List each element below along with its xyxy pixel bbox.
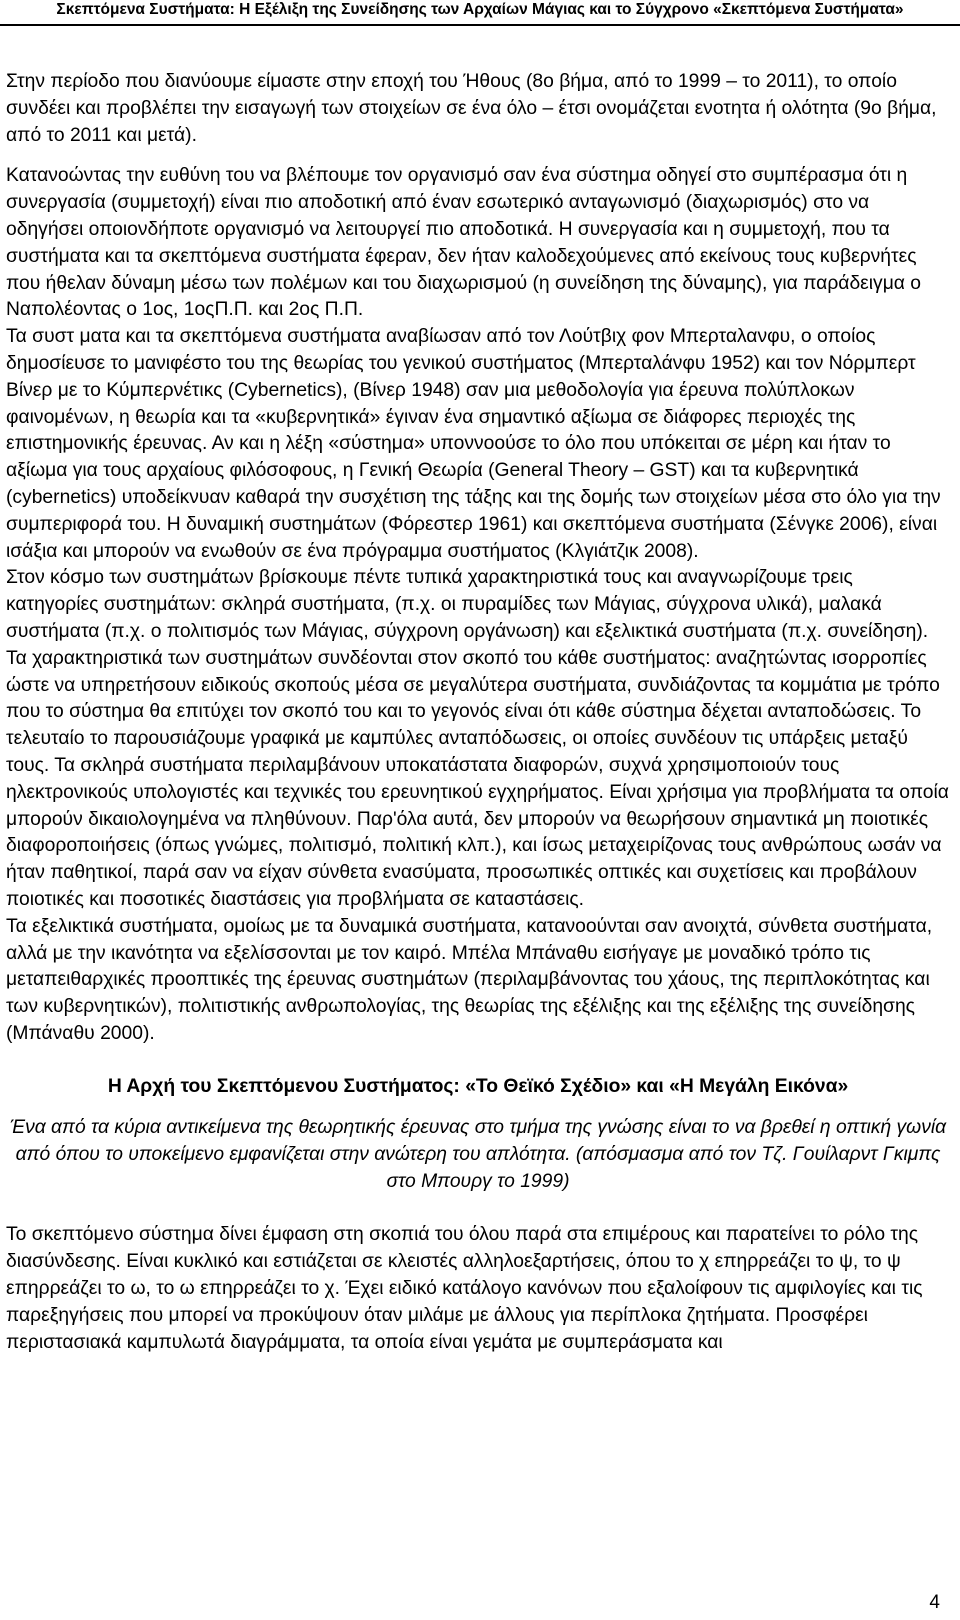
running-header: Σκεπτόμενα Συστήματα: Η Εξέλιξη της Συνείδησης των Αρχαίων Μάγιας και το Σύγχρονο «Σκεπτόμενα Συστήματα»: [56, 1, 904, 18]
paragraph-system-categories: Στον κόσμο των συστημάτων βρίσκουμε πέντε τυπικά χαρακτηριστικά τους και αναγνωρίζουμε τρεις κατηγορίες συστημάτων: σκληρά συστήματα, (π.χ. οι πυραμίδες των Μάγιας, σύγχρονα υλικά), μαλακά συστήματα (π.χ. ο πολιτισμός των Μάγιας, σύγχρονη οργάνωση) και εξελικτικά συστήματα (π.χ. συνείδηση).: [6, 567, 929, 642]
spacer: [6, 1101, 950, 1115]
paragraph-cooperation: Κατανοώντας την ευθύνη του να βλέπουμε τον οργανισμό σαν ένα σύστημα οδηγεί στο συμπέρασμα ότι η συνεργασία (συμμετοχή) είναι πιο αποδοτική από έναν εσωτερικό ανταγωνισμό (διαχωρισμός) στο να οδηγήσει οποιονδήποτε οργανισμό να λειτουργεί πιο αποδοτικά. Η συνεργασία και η συμμετοχή, που τα συστήματα και τα σκεπτόμενα συστήματα έφεραν, δεν ήταν καλοδεχούμενες από εκείνους τους κυβερνήτες που ήθελαν δύναμη μέσω των πολέμων και του διαχωρισμού (η συνείδηση της δύναμης), για παράδειγμα ο Ναπολέοντας ο 1ος, 1οςΠ.Π. και 2ος Π.Π.: [6, 165, 922, 321]
page-number: 4: [929, 1592, 940, 1613]
paragraph-thinking-system: Το σκεπτόμενο σύστημα δίνει έμφαση στη σκοπιά του όλου παρά στα επιμέρους και παρατείνει το ρόλο της διασύνδεσης. Είναι κυκλικό και εστιάζεται σε κλειστές αλληλοεξαρτήσεις, όπου το χ επηρρεάζει το ψ, το ψ επηρρεάζει το ω, το ω επηρρεάζει το χ. Έχει ειδικό κατάλογο κανόνων που εξαλοίφουν τις αμφιλογίες και τις παρεξηγήσεις που μπορεί να προκύψουν όταν μιλάμε με άλλους για περίπλοκα ζητήματα. Προσφέρει περιστασιακά καμπυλωτά διαγράμματα, τα οποία είναι γεμάτα με συμπεράσματα και: [6, 1224, 923, 1353]
paragraph-evolutionary-systems: Τα εξελικτικά συστήματα, ομοίως με τα δυναμικά συστήματα, κατανοούνται σαν ανοιχτά, σύνθετα συστήματα, αλλά με την ικανότητα να εξελίσσονται με τον καιρό. Μπέλα Μπάναθυ εισήγαγε με μοναδικό τρόπο τις μεταπειθαρχικές προοπτικές της έρευνας συστημάτων (περιλαμβάνοντας του χάους, της περιπλοκότητας και των κυβερνητικών), πολιτιστικής ανθρωπολογίας, της θεωρίας της εξέλιξης και της εξέλιξης της συνείδησης (Μπάναθυ 2000).: [6, 915, 933, 1044]
section-heading: Η Αρχή του Σκεπτόμενου Συστήματος: «Το Θεϊκό Σχέδιο» και «Η Μεγάλη Εικόνα»: [107, 1076, 849, 1098]
spacer: [6, 1196, 950, 1223]
paragraph-system-characteristics: Τα χαρακτηριστικά των συστημάτων συνδέονται στον σκοπό του κάθε συστήματος: αναζητώντας ισορροπίες ώστε να υπηρετήσουν ειδικούς σκοπούς μέσα σε μεγαλύτερα συστήματα, συνδιάζοντας τα κομμάτια με τρόπο που το σύστημα θα επιτύχει τον σκοπό του και το γεγονός είναι ότι κάθε σύστημα δέχεται ανταποδώσεις. Το τελευταίο το παρουσιάζουμε γραφικά με καμπύλες ανταπόδωσεις, οι οποίες συνδέουν τις υπάρξεις μεταξύ τους. Τα σκληρά συστήματα περιλαμβάνουν υποκατάστατα διαφορών, συχνά χρησιμοποιούν τους ηλεκτρονικούς υπολογιστές και τεχνικές του ερευνητικού εγχηρήματος. Είναι χρήσιμα για προβλήματα τα οποία μπορούν δικαιολογημένα να πληθύνουν. Παρ'όλα αυτά, δεν μπορούν να θεωρήσουν σημαντικά μη ποιοτικές διαφοροποιήσεις (όπως γνώμες, πολιτισμό, πολιτική κλπ.), και ίσως μεταχειρίζονας τους ανθρώπους ωσάν να ήταν παθητικοί, παρά σαν να είχαν σύνθετα ενασύματα, προσωπικές οπτικές και συχετίσεις και προβάλουν ποιοτικές και ποσοτικές διαστάσεις για προβλήματα σε καταστάσεις.: [6, 647, 949, 910]
spacer: [6, 149, 950, 163]
header-rule: [0, 24, 960, 26]
spacer: [6, 1048, 950, 1075]
page-content: [6, 69, 950, 1356]
paragraph-systems-revival: Τα συστ ματα και τα σκεπτόμενα συστήματα αναβίωσαν από τον Λούτβιχ φον Μπερταλανφυ, ο οποίος δημοσίευσε το μανιφέστο του της θεωρίας του γενικού συστήματος (Μπερταλάνφυ 1952) και τον Νόρμπερτ Βίνερ με το Κύμπερνέτικς (Cybernetics), (Βίνερ 1948) σαν μια μεθοδολογία για έρευνα πολύπλοκων φαινομένων, η θεωρία και τα «κυβερνητικά» έγιναν ένα σημαντικό αξίωμα σε διάφορες περιοχές της επιστημονικής έρευνας. Αν και η λέξη «σύστημα» υποννοούσε το όλο που υπόκειται σε μέρη και ήταν το αξίωμα για τους αρχαίους φιλόσοφους, η Γενική Θεωρία (General Theory – GST) και τα κυβερνητικά (cybernetics) υποδείκνυαν καθαρά την συσχέτιση της τάξης και της δομής των στοιχείων μέσα στο όλο για την συμπεριφορά του. Η δυναμική συστημάτων (Φόρεστερ 1961) και σκεπτόμενα συστήματα (Σένγκε 2006), είναι ισάξια και μπορούν να ενωθούν σε ένα πρόγραμμα συστήματος (Κλγιάτζικ 2008).: [6, 326, 941, 562]
quote-block: Ένα από τα κύρια αντικείμενα της θεωρητικής έρευνας στο τμήμα της γνώσης είναι το να βρεθεί η οπτική γωνία από όπου το υποκείμενο εμφανίζεται στην ανώτερη του απλότητα. (απόσμασμα από τον Τζ. Γουίλαρντ Γκιμπς στο Μπουργ το 1999): [9, 1117, 947, 1192]
paragraph-ethos-era: Στην περίοδο που διανύουμε είμαστε στην εποχή του Ήθους (8ο βήμα, από το 1999 – το 2011), το οποίο συνδέει και προβλέπει την εισαγωγή των στοιχείων σε ένα όλο – έτσι ονομάζεται ενοτητα ή ολότητα (9ο βήμα, από το 2011 και μετά).: [6, 71, 937, 146]
